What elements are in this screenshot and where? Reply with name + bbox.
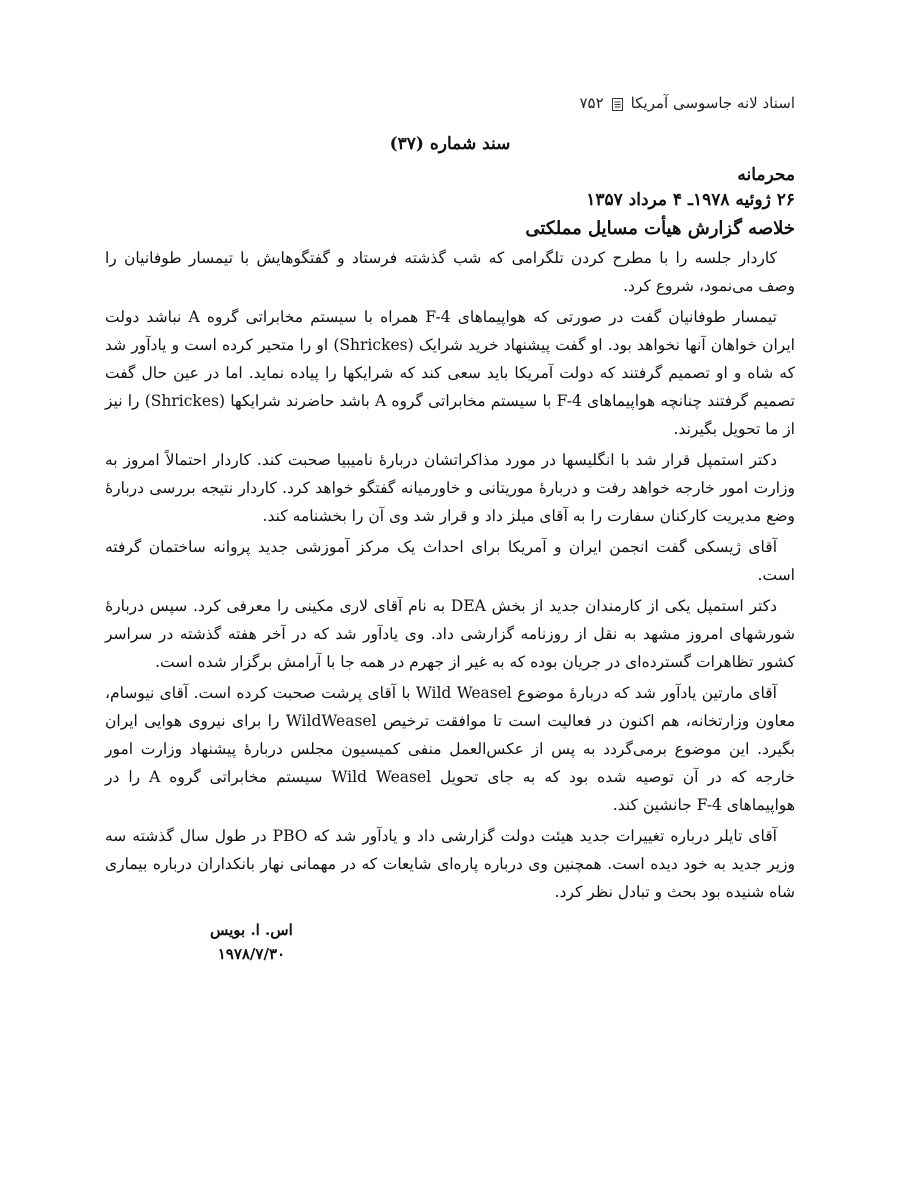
document-body bbox=[105, 244, 795, 909]
summary-title: خلاصه گزارش هیأت مسایل مملکتی bbox=[525, 218, 795, 239]
document-date: ۲۶ ژوئیه ۱۹۷۸ـ ۴ مرداد ۱۳۵۷ bbox=[586, 190, 795, 210]
body-paragraph: دکتر استمپل قرار شد با انگلیسها در مورد مذاکراتشان دربارهٔ نامیبیا صحبت کند. کاردار احتمالاً امروز به وزارت امور خارجه خواهد رفت و دربارهٔ موریتانی و خاورمیانه گفتگو خواهد کرد. کاردار نتیجه بررسی دربارهٔ وضع مدیریت کارکنان سفارت را به آقای میلز داد و قرار شد وی آن را بخشنامه کند. bbox=[105, 451, 795, 525]
running-header bbox=[580, 94, 796, 112]
body-paragraph: آقای تایلر درباره تغییرات جدید هیئت دولت گزارشی داد و یادآور شد که PBO در طول سال گذشته سه وزیر جدید به خود دیده است. همچنین وی درباره پاره‌ای شایعات که در مهمانی نهار بانکداران درباره بیماری شاه شنیده بود بحث و تبادل نظر کرد. bbox=[105, 827, 795, 901]
signature-date: ۱۹۷۸/۷/۳۰ bbox=[217, 945, 286, 963]
running-title: اسناد لانه جاسوسی آمریکا bbox=[630, 94, 795, 112]
document-icon bbox=[612, 97, 623, 110]
signature-block bbox=[210, 918, 293, 966]
document-number: سند شماره (۳۷) bbox=[389, 134, 511, 154]
body-paragraph: تیمسار طوفانیان گفت در صورتی که هواپیماهای F-4 همراه با سیستم مخابراتی گروه A نباشد دولت ایران خواهان آنها نخواهد بود. او گفت پیشنهاد خرید شرایک (Shrickes) او را متحیر کرده است و یادآور شد که شاه و او تصمیم گرفتند که دولت آمریکا باید سعی کند که شرایکها را پیاده نماید. اما در عین حال گفت تصمیم گرفتند چنانچه هواپیماهای F-4 با سیستم مخابراتی گروه A باشد حاضرند شرایکها (Shrickes) را نیز از ما تحویل بگیرند. bbox=[105, 308, 795, 438]
signature-name: اس. ا. بویس bbox=[210, 921, 293, 939]
body-paragraph: دکتر استمپل یکی از کارمندان جدید از بخش DEA به نام آقای لاری مکینی را معرفی کرد. سپس دربارهٔ شورشهای امروز مشهد به نقل از روزنامه گزارشی داد. وی یادآور شد که در آخر هفته گذشته در سراسر کشور تظاهرات گسترده‌ای در جریان بوده که به غیر از جهرم در همه جا با آرامش برگزار شده است. bbox=[105, 597, 795, 671]
classification-label: محرمانه bbox=[737, 165, 795, 185]
page-number: ۷۵۲ bbox=[579, 94, 604, 112]
body-paragraph: کاردار جلسه را با مطرح کردن تلگرامی که شب گذشته فرستاد و گفتگوهایش با تیمسار طوفانیان را وصف می‌نمود، شروع کرد. bbox=[105, 249, 795, 295]
body-paragraph: آقای ژیسکی گفت انجمن ایران و آمریکا برای احداث یک مرکز آموزشی جدید پروانه ساختمان گرفته است. bbox=[105, 538, 795, 584]
body-paragraph: آقای مارتین یادآور شد که دربارهٔ موضوع Wild Weasel با آقای پرشت صحبت کرده است. آقای نیوسام، معاون وزارتخانه، هم اکنون در فعالیت است تا موافقت ترخیص WildWeasel را برای نیروی هوایی ایران بگیرد. این موضوع برمی‌گردد به پس از عکس‌العمل منفی کمیسیون مجلس دربارهٔ پیشنهاد وزارت امور خارجه که در آن توصیه شده بود که به جای تحویل Wild Weasel سیستم مخابراتی گروه A را در هواپیماهای F-4 جانشین کند. bbox=[105, 684, 795, 814]
